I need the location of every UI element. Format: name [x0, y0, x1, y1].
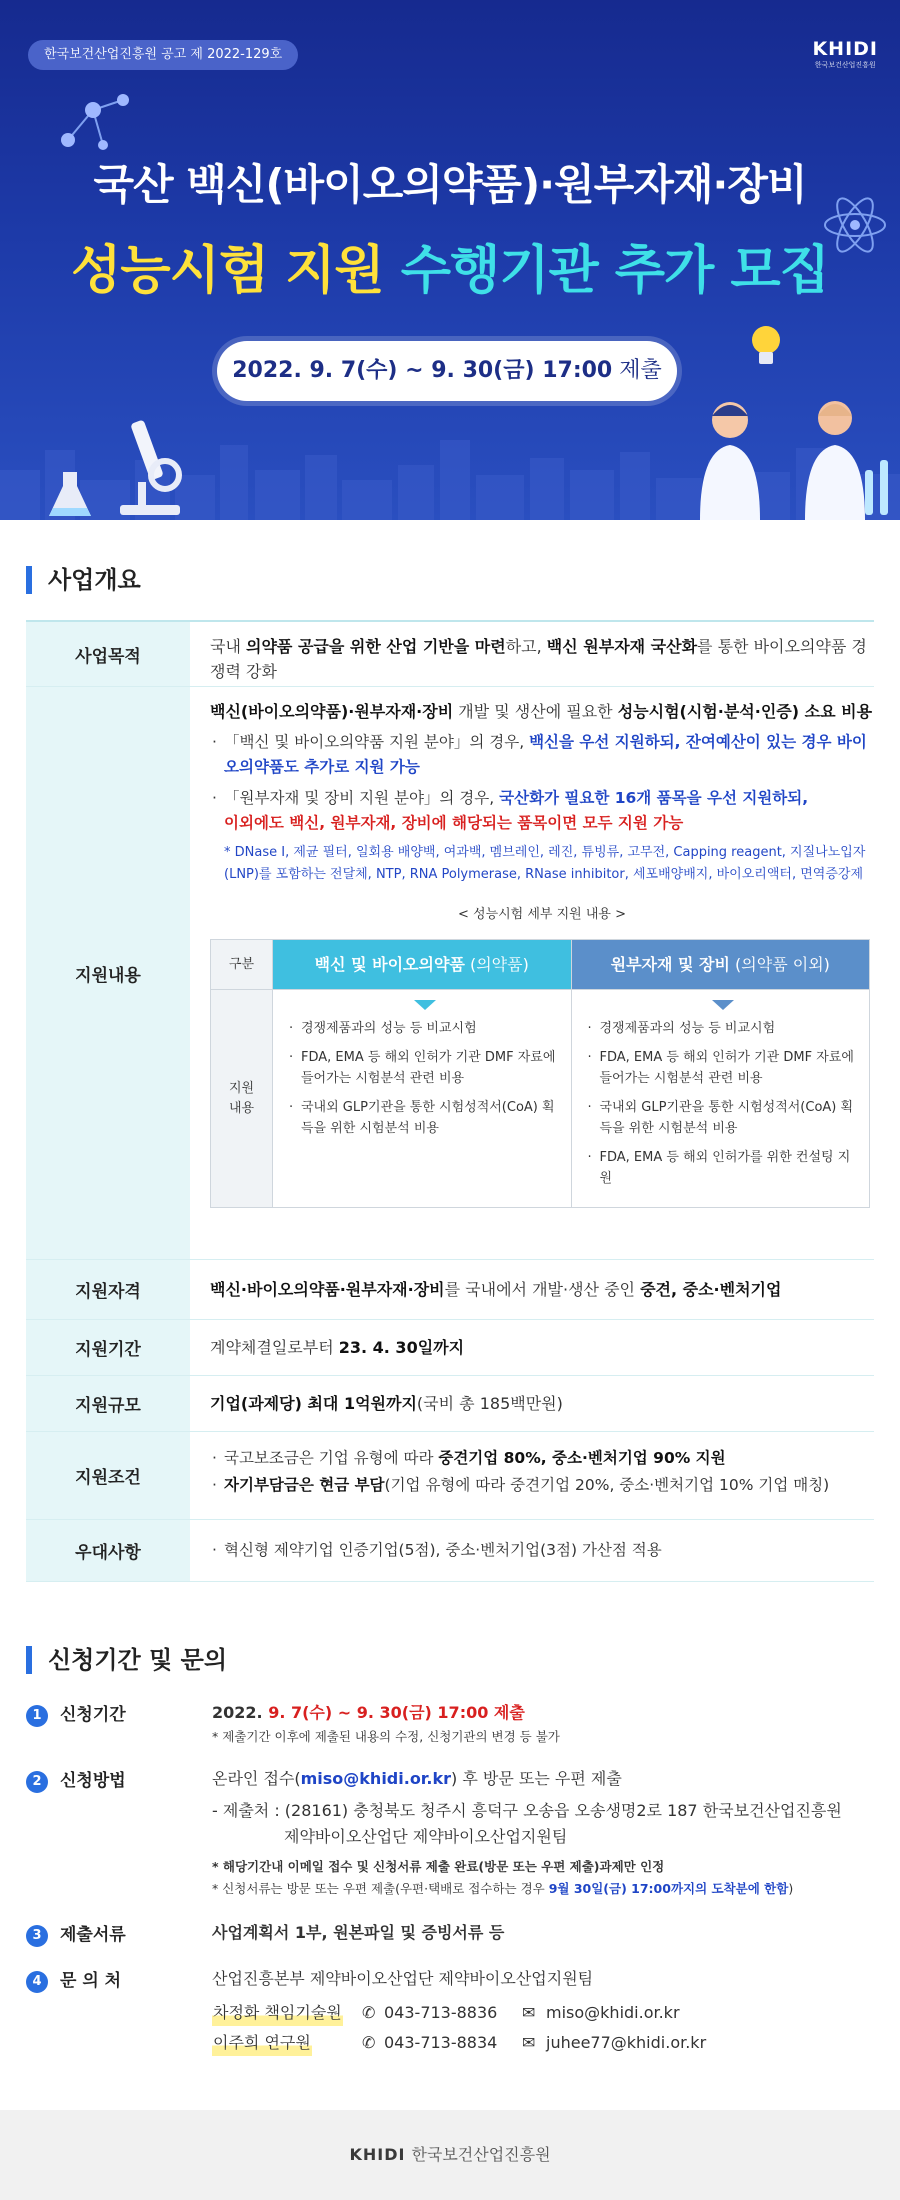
- detail-item: · FDA, EMA 등 해외 인허가 기관 DMF 자료에 들어가는 시험분석 관련 비용: [588, 1047, 860, 1089]
- row-period: [26, 1320, 874, 1376]
- section-title-apply: 신청기간 및 문의: [26, 1646, 227, 1674]
- period-note: * 제출기간 이후에 제출된 내용의 수정, 신청기관의 변경 등 불가: [212, 1729, 560, 1744]
- footer: [0, 2110, 900, 2200]
- footer-logo: KHIDI: [349, 2145, 406, 2164]
- value-content: 백신(바이오의약품)·원부자재·장비 개발 및 생산에 필요한 성능시험(시험·분석·인증) 소요 비용 · 「백신 및 바이오의약품 지원 분야」의 경우, 백신을 우선 지원하되, 잔여예산이 있는 경우 바이오의약품도 추가로 지원 가능 · 「원부자재 및 장비 지원 분야」의 경우, 국산화가 필요한 16개 품목을 우선 지원하되, 이외에도 백신, 원부자재, 장비에 해당되는 품목이면 모두 지원 가능 * DNase I, 제균 필터, 일회용 배양백, 여과백, 멤브레인, 레진, 튜빙류, 고무전, Capping reagent, 지질나노입자(LNP)를 포함하는 전달체, NTP, RNA Polymerase, RNase inhibitor, 세포배양배지, 바이오리액터, 면역증강제 < 성능시험 세부 지원 내용 > 구분 백신 및 바이오의약품 (의약품) 원부자재 및 장비 (의약품 이외) 지원 내용 · 경쟁제품과의 성능 등 비교시험 · FDA, EMA 등 해외 인허가 기관 DMF 자료에 들어가는 시험분석 관련 비용 · 국내외 GLP기관을 통한 시험성적서(CoA) 획득을 위한 시험분석 비용 · 경쟁제품과의 성능 등 비교시험 · FDA, EMA 등 해외 인허가 기관 DMF 자료에 들어가는 시험분석 관련 비용 · 국내외 GLP기관을 통한 시험성적서(CoA) 획득을 위한 시험분석 비용 · FDA, EMA 등 해외 인허가를 위한 컨설팅 지원: [190, 687, 874, 1259]
- overview-table: [26, 620, 874, 1582]
- apply-label: 2 신청방법: [26, 1766, 126, 1793]
- date-range: 2022. 9. 7(수) ~ 9. 30(금) 17:00: [232, 358, 613, 383]
- row-purpose: [26, 622, 874, 687]
- detail-item: · 경쟁제품과의 성능 등 비교시험: [289, 1018, 561, 1039]
- row-content: [26, 687, 874, 1260]
- content-bullet-materials: · 「원부자재 및 장비 지원 분야」의 경우, 국산화가 필요한 16개 품목을 우선 지원하되, 이외에도 백신, 원부자재, 장비에 해당되는 품목이면 모두 지원 가능: [210, 786, 874, 836]
- mail-icon: ✉: [522, 2033, 536, 2052]
- detail-row-label: 지원 내용: [211, 990, 273, 1208]
- apply-label: 4 문 의 처: [26, 1966, 121, 1993]
- contact-phone[interactable]: 043-713-8834: [384, 2033, 498, 2052]
- apply-label: 3 제출서류: [26, 1920, 126, 1947]
- main-title-line1: 국산 백신(바이오의약품)·원부자재·장비: [93, 160, 807, 209]
- row-conditions: [26, 1432, 874, 1520]
- apply-label: 1 신청기간: [26, 1700, 126, 1727]
- detail-item: · 국내외 GLP기관을 통한 시험성적서(CoA) 획득을 위한 시험분석 비용: [588, 1097, 860, 1139]
- label-conditions: 지원조건: [26, 1432, 190, 1519]
- detail-header-category: 구분: [211, 940, 273, 990]
- value-period: 계약체결일로부터 23. 4. 30일까지: [210, 1338, 465, 1357]
- detail-header-vaccine: 백신 및 바이오의약품 (의약품): [273, 940, 572, 990]
- detail-col-materials: [571, 990, 870, 1208]
- detail-caption: < 성능시험 세부 지원 내용 >: [457, 907, 627, 922]
- notice-number-badge: 한국보건산업진흥원 공고 제 2022-129호: [28, 40, 298, 70]
- detail-col-vaccine: [273, 990, 572, 1208]
- submission-date-pill: [217, 341, 677, 401]
- apply-value-contact: [212, 1966, 874, 2056]
- row-qualification: [26, 1260, 874, 1320]
- phone-icon: ✆: [362, 2003, 376, 2022]
- value-purpose: 국내 의약품 공급을 위한 산업 기반을 마련하고, 백신 원부자재 국산화를 통한 바이오의약품 경쟁력 강화: [210, 637, 867, 681]
- contact-person-2: 이주희 연구원 ✆ 043-713-8834 ✉ juhee77@khidi.or.kr: [212, 2030, 874, 2056]
- row-scale: [26, 1376, 874, 1432]
- row-preference: [26, 1520, 874, 1582]
- logo-subtext: 한국보건산업진흥원: [814, 61, 876, 69]
- microscope-icon: [110, 400, 190, 520]
- value-conditions: · 국고보조금은 기업 유형에 따라 중견기업 80%, 중소·벤처기업 90% 지원 · 자기부담금은 현금 부담(기업 유형에 따라 중견기업 20%, 중소·벤처기업 10% 기업 매칭): [190, 1432, 874, 1519]
- apply-value-period: 2022. 9. 7(수) ~ 9. 30(금) 17:00 제출 * 제출기간 이후에 제출된 내용의 수정, 신청기관의 변경 등 불가: [212, 1700, 874, 1748]
- molecule-icon: [48, 80, 138, 160]
- method-note-2: * 신청서류는 방문 또는 우편 제출(우편·택배로 접수하는 경우 9월 30일(금) 17:00까지의 도착분에 한함): [212, 1881, 794, 1896]
- contact-person-1: 차정화 책임기술원 ✆ 043-713-8836 ✉ miso@khidi.or.kr: [212, 2000, 874, 2026]
- title-highlight-yellow: 성능시험 지원: [71, 241, 384, 301]
- detail-header-materials: 원부자재 및 장비 (의약품 이외): [571, 940, 870, 990]
- lightbulb-icon: [748, 322, 784, 372]
- hero-banner: [0, 0, 900, 520]
- flask-icon: [45, 470, 95, 520]
- value-preference: · 혁신형 제약기업 인증기업(5점), 중소·벤처기업(3점) 가산점 적용: [190, 1520, 874, 1581]
- section-title-overview: 사업개요: [26, 566, 141, 594]
- main-title-line2: [0, 228, 900, 303]
- apply-value-method: 온라인 접수(miso@khidi.or.kr) 후 방문 또는 우편 제출 - 제출처 : (28161) 충청북도 청주시 흥덕구 오송읍 오송생명2로 187 한국보건산업진흥원 제약바이오산업단 제약바이오산업지원팀 * 해당기간내 이메일 접수 및 신청서류 제출 완료(방문 또는 우편 제출)과제만 인정 * 신청서류는 방문 또는 우편 제출(우편·택배로 접수하는 경우 9월 30일(금) 17:00까지의 도착분에 한함): [212, 1766, 874, 1900]
- title-highlight-cyan: 수행기관 추가 모집: [400, 241, 829, 301]
- submit-address-team: 제약바이오산업단 제약바이오산업지원팀: [284, 1827, 568, 1846]
- label-scale: 지원규모: [26, 1376, 190, 1431]
- content-note-items: * DNase I, 제균 필터, 일회용 배양백, 여과백, 멤브레인, 레진, 튜빙류, 고무전, Capping reagent, 지질나노입자(LNP)를 포함하는 전달체, NTP, RNA Polymerase, RNase inhibitor, 세포배양배지, 바이오리액터, 면역증강제: [224, 845, 866, 882]
- label-period: 지원기간: [26, 1320, 190, 1375]
- value-scale: 기업(과제당) 최대 1억원까지(국비 총 185백만원): [210, 1394, 563, 1413]
- contact-email[interactable]: juhee77@khidi.or.kr: [546, 2033, 707, 2052]
- submit-address: - 제출처 : (28161) 충청북도 청주시 흥덕구 오송읍 오송생명2로 187 한국보건산업진흥원: [212, 1801, 842, 1820]
- label-content: 지원내용: [26, 687, 190, 1259]
- contact-org: 산업진흥본부 제약바이오산업단 제약바이오산업지원팀: [212, 1969, 594, 1988]
- detail-item: · 국내외 GLP기관을 통한 시험성적서(CoA) 획득을 위한 시험분석 비용: [289, 1097, 561, 1139]
- contact-phone[interactable]: 043-713-8836: [384, 2003, 498, 2022]
- date-suffix: 제출: [612, 358, 662, 383]
- value-qualification: 백신·바이오의약품·원부자재·장비를 국내에서 개발·생산 중인 중견, 중소·벤처기업: [210, 1280, 782, 1299]
- detail-item: · FDA, EMA 등 해외 인허가 기관 DMF 자료에 들어가는 시험분석 관련 비용: [289, 1047, 561, 1089]
- down-arrow-icon: [712, 1000, 734, 1010]
- detail-item: · 경쟁제품과의 성능 등 비교시험: [588, 1018, 860, 1039]
- phone-icon: ✆: [362, 2033, 376, 2052]
- content-bullet-vaccine: · 「백신 및 바이오의약품 지원 분야」의 경우, 백신을 우선 지원하되, 잔여예산이 있는 경우 바이오의약품도 추가로 지원 가능: [210, 730, 874, 780]
- email-link[interactable]: miso@khidi.or.kr: [300, 1769, 452, 1788]
- down-arrow-icon: [414, 1000, 436, 1010]
- mail-icon: ✉: [522, 2003, 536, 2022]
- apply-value-docs: 사업계획서 1부, 원본파일 및 증빙서류 등: [212, 1923, 505, 1942]
- detail-item: · FDA, EMA 등 해외 인허가를 위한 컨설팅 지원: [588, 1147, 860, 1189]
- logo-text: KHIDI: [812, 38, 878, 60]
- label-preference: 우대사항: [26, 1520, 190, 1581]
- scientists-illustration: [660, 380, 900, 520]
- label-qualification: 지원자격: [26, 1260, 190, 1319]
- method-note-1: * 해당기간내 이메일 접수 및 신청서류 제출 완료(방문 또는 우편 제출)과제만 인정: [212, 1859, 665, 1874]
- label-purpose: 사업목적: [26, 622, 190, 686]
- khidi-logo: [812, 38, 878, 70]
- footer-org: 한국보건산업진흥원: [411, 2145, 551, 2164]
- detail-support-table: [210, 939, 870, 1208]
- contact-email[interactable]: miso@khidi.or.kr: [546, 2003, 680, 2022]
